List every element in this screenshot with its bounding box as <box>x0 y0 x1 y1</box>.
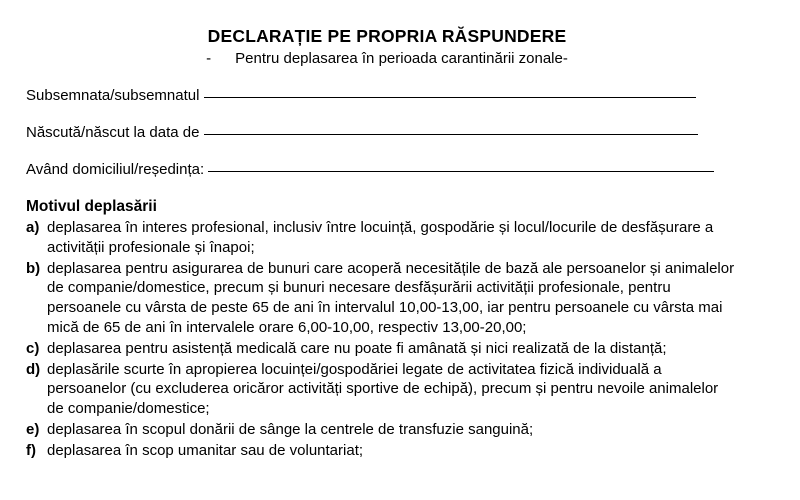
list-item-marker: a) <box>26 219 40 236</box>
field-row-name <box>26 87 738 104</box>
field-input-birthdate[interactable] <box>204 134 698 135</box>
document-title: DECLARAȚIE PE PROPRIA RĂSPUNDERE <box>207 26 567 46</box>
field-label-name: Subsemnata/subsemnatul <box>26 87 200 104</box>
subtitle-dash: - <box>206 50 212 67</box>
list-item-marker: d) <box>26 360 41 378</box>
list-item <box>26 420 738 440</box>
field-label-address: Având domiciliul/reședința: <box>26 161 205 178</box>
field-row-birthdate <box>26 124 738 141</box>
list-item <box>26 218 738 258</box>
field-row-address <box>26 161 738 178</box>
list-item-text: deplasarea în interes profesional, inclusiv între locuință, gospodărie și locul/locurile de desfășurare a activității profesionale și înapoi; <box>47 219 714 256</box>
list-item <box>26 339 738 359</box>
list-item-text: deplasarea în scop umanitar sau de voluntariat; <box>47 441 364 459</box>
list-item-text: deplasarea în scopul donării de sânge la centrele de transfuzie sanguină; <box>47 420 534 438</box>
list-item <box>26 360 738 419</box>
list-item-marker: f) <box>26 441 36 459</box>
list-item <box>26 259 738 338</box>
list-item-marker: c) <box>26 339 40 357</box>
list-item-text: deplasarea pentru asistență medicală care nu poate fi amânată și nici realizată de la distanță; <box>47 339 667 357</box>
list-item-text: deplasarea pentru asigurarea de bunuri care acoperă necesitățile de bază ale persoanelor și animalelor de companie/domestice, precum și bunuri necesare desfășurării activității profesionale, pentru persoanele cu vârsta de peste 65 de ani în intervalul 10,00-13,00, iar pentru persoanele cu vârsta mai mică de 65 de ani în intervalele orare 6,00-10,00, respectiv 13,00-20,00; <box>47 259 735 336</box>
document-subtitle: Pentru deplasarea în perioada carantinării zonale- <box>235 50 568 67</box>
document-subtitle-row <box>26 50 738 67</box>
list-item-marker: e) <box>26 420 40 438</box>
list-item <box>26 441 738 461</box>
list-item-marker: b) <box>26 259 41 277</box>
field-input-name[interactable] <box>204 97 696 98</box>
motive-list <box>26 218 738 461</box>
section-title-reason: Motivul deplasării <box>26 198 157 215</box>
field-input-address[interactable] <box>208 171 714 172</box>
field-label-birthdate: Născută/născut la data de <box>26 124 200 141</box>
list-item-text: deplasările scurte în apropierea locuinței/gospodăriei legate de activitatea fizică individuală a persoanelor (cu excluderea oricăror activități sportive de echipă), precum și pentru nevoile animalelor de companie/domestice; <box>47 360 719 418</box>
